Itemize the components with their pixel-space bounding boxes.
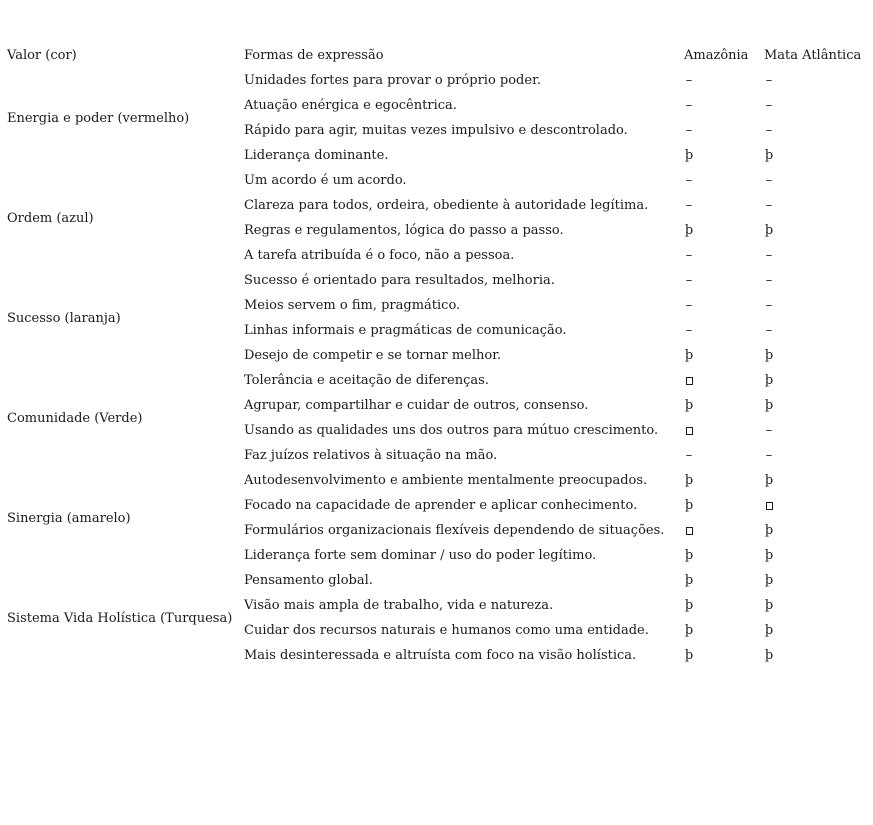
- expression-text: Agrupar, compartilhar e cuidar de outros, consenso.: [244, 398, 589, 413]
- mata-atlantica-mark: –: [765, 423, 773, 438]
- group-label: Sinergia (amarelo): [7, 510, 131, 526]
- group-label: Ordem (azul): [7, 210, 94, 226]
- expression-text: Usando as qualidades uns dos outros para mútuo crescimento.: [244, 423, 659, 438]
- group-label: Comunidade (Verde): [7, 410, 143, 426]
- expression-text: Rápido para agir, muitas vezes impulsivo e descontrolado.: [244, 123, 628, 138]
- mata-atlantica-mark: –: [765, 323, 773, 338]
- amazonia-mark: –: [685, 173, 693, 188]
- expression-text: Pensamento global.: [244, 573, 373, 588]
- table-row: [7, 193, 867, 218]
- expression-text: Sucesso é orientado para resultados, melhoria.: [244, 273, 555, 288]
- value-group: [7, 568, 867, 668]
- expression-text: Meios servem o fim, pragmático.: [244, 298, 461, 313]
- amazonia-mark: [684, 518, 694, 543]
- table-row: [7, 218, 867, 243]
- amazonia-mark: –: [685, 248, 693, 263]
- table-row: [7, 543, 867, 568]
- mata-atlantica-mark: þ: [764, 573, 774, 588]
- table-row: [7, 393, 867, 418]
- table-row: [7, 468, 867, 493]
- mata-atlantica-mark: –: [765, 298, 773, 313]
- table-row: [7, 343, 867, 368]
- mata-atlantica-mark: þ: [764, 648, 774, 663]
- amazonia-mark: þ: [684, 473, 694, 488]
- table-row: [7, 168, 867, 193]
- mata-atlantica-mark: þ: [764, 398, 774, 413]
- mata-atlantica-mark: [764, 493, 774, 518]
- amazonia-mark: –: [685, 98, 693, 113]
- table-body: [7, 68, 867, 668]
- value-group: [7, 268, 867, 368]
- table-row: [7, 568, 867, 593]
- expression-text: Faz juízos relativos à situação na mão.: [244, 448, 498, 463]
- amazonia-mark: þ: [684, 498, 694, 513]
- mata-atlantica-mark: –: [765, 123, 773, 138]
- expression-text: Mais desinteressada e altruísta com foco na visão holística.: [244, 648, 637, 663]
- expression-text: Liderança forte sem dominar / uso do poder legítimo.: [244, 548, 597, 563]
- amazonia-mark: –: [685, 323, 693, 338]
- table-row: [7, 443, 867, 468]
- group-label: Sistema Vida Holística (Turquesa): [7, 610, 233, 626]
- expression-text: Cuidar dos recursos naturais e humanos como uma entidade.: [244, 623, 649, 638]
- amazonia-mark: –: [685, 298, 693, 313]
- amazonia-mark: –: [685, 123, 693, 138]
- group-label: Sucesso (laranja): [7, 310, 121, 326]
- amazonia-mark: þ: [684, 573, 694, 588]
- header-amazonia: Amazônia: [684, 48, 749, 63]
- table-row: [7, 118, 867, 143]
- amazonia-mark: –: [685, 273, 693, 288]
- values-table: [7, 43, 867, 668]
- mata-atlantica-mark: –: [765, 248, 773, 263]
- amazonia-mark: þ: [684, 398, 694, 413]
- expression-text: Clareza para todos, ordeira, obediente à autoridade legítima.: [244, 198, 649, 213]
- mata-atlantica-mark: þ: [764, 373, 774, 388]
- amazonia-mark: þ: [684, 598, 694, 613]
- value-group: [7, 168, 867, 268]
- header-mata-atlantica: Mata Atlântica: [764, 48, 862, 63]
- empty-box-icon: [686, 377, 693, 385]
- table-row: [7, 418, 867, 443]
- expression-text: Linhas informais e pragmáticas de comunicação.: [244, 323, 567, 338]
- mata-atlantica-mark: þ: [764, 148, 774, 163]
- table-row: [7, 268, 867, 293]
- expression-text: Focado na capacidade de aprender e aplicar conhecimento.: [244, 498, 638, 513]
- group-label: Energia e poder (vermelho): [7, 110, 190, 126]
- expression-text: Tolerância e aceitação de diferenças.: [244, 373, 489, 388]
- mata-atlantica-mark: þ: [764, 598, 774, 613]
- mata-atlantica-mark: –: [765, 173, 773, 188]
- header-formas: Formas de expressão: [244, 48, 384, 63]
- expression-text: Regras e regulamentos, lógica do passo a passo.: [244, 223, 564, 238]
- mata-atlantica-mark: þ: [764, 523, 774, 538]
- table-row: [7, 243, 867, 268]
- mata-atlantica-mark: –: [765, 198, 773, 213]
- mata-atlantica-mark: –: [765, 273, 773, 288]
- expression-text: Atuação enérgica e egocêntrica.: [244, 98, 457, 113]
- mata-atlantica-mark: þ: [764, 623, 774, 638]
- mata-atlantica-mark: þ: [764, 548, 774, 563]
- mata-atlantica-mark: þ: [764, 473, 774, 488]
- header-valor: Valor (cor): [7, 48, 77, 63]
- amazonia-mark: –: [685, 198, 693, 213]
- table-row: [7, 593, 867, 618]
- expression-text: Unidades fortes para provar o próprio poder.: [244, 73, 541, 88]
- mata-atlantica-mark: –: [765, 73, 773, 88]
- table-row: [7, 368, 867, 393]
- table-row: [7, 493, 867, 518]
- mata-atlantica-mark: þ: [764, 223, 774, 238]
- expression-text: Desejo de competir e se tornar melhor.: [244, 348, 502, 363]
- amazonia-mark: þ: [684, 623, 694, 638]
- amazonia-mark: þ: [684, 223, 694, 238]
- amazonia-mark: [684, 368, 694, 393]
- mata-atlantica-mark: –: [765, 448, 773, 463]
- amazonia-mark: þ: [684, 648, 694, 663]
- amazonia-mark: þ: [684, 348, 694, 363]
- amazonia-mark: –: [685, 448, 693, 463]
- value-group: [7, 368, 867, 468]
- amazonia-mark: [684, 418, 694, 443]
- expression-text: A tarefa atribuída é o foco, não a pessoa.: [244, 248, 515, 263]
- expression-text: Autodesenvolvimento e ambiente mentalmente preocupados.: [244, 473, 648, 488]
- table-row: [7, 143, 867, 168]
- table-row: [7, 618, 867, 643]
- mata-atlantica-mark: –: [765, 98, 773, 113]
- empty-box-icon: [686, 527, 693, 535]
- value-group: [7, 68, 867, 168]
- table-row: [7, 293, 867, 318]
- mata-atlantica-mark: þ: [764, 348, 774, 363]
- table-row: [7, 518, 867, 543]
- amazonia-mark: þ: [684, 148, 694, 163]
- value-group: [7, 468, 867, 568]
- empty-box-icon: [766, 502, 773, 510]
- expression-text: Liderança dominante.: [244, 148, 389, 163]
- amazonia-mark: –: [685, 73, 693, 88]
- expression-text: Formulários organizacionais flexíveis dependendo de situações.: [244, 523, 665, 538]
- amazonia-mark: þ: [684, 548, 694, 563]
- table-row: [7, 318, 867, 343]
- table-header: [7, 43, 867, 68]
- expression-text: Visão mais ampla de trabalho, vida e natureza.: [244, 598, 554, 613]
- table-row: [7, 93, 867, 118]
- table-row: [7, 643, 867, 668]
- expression-text: Um acordo é um acordo.: [244, 173, 407, 188]
- table-row: [7, 68, 867, 93]
- empty-box-icon: [686, 427, 693, 435]
